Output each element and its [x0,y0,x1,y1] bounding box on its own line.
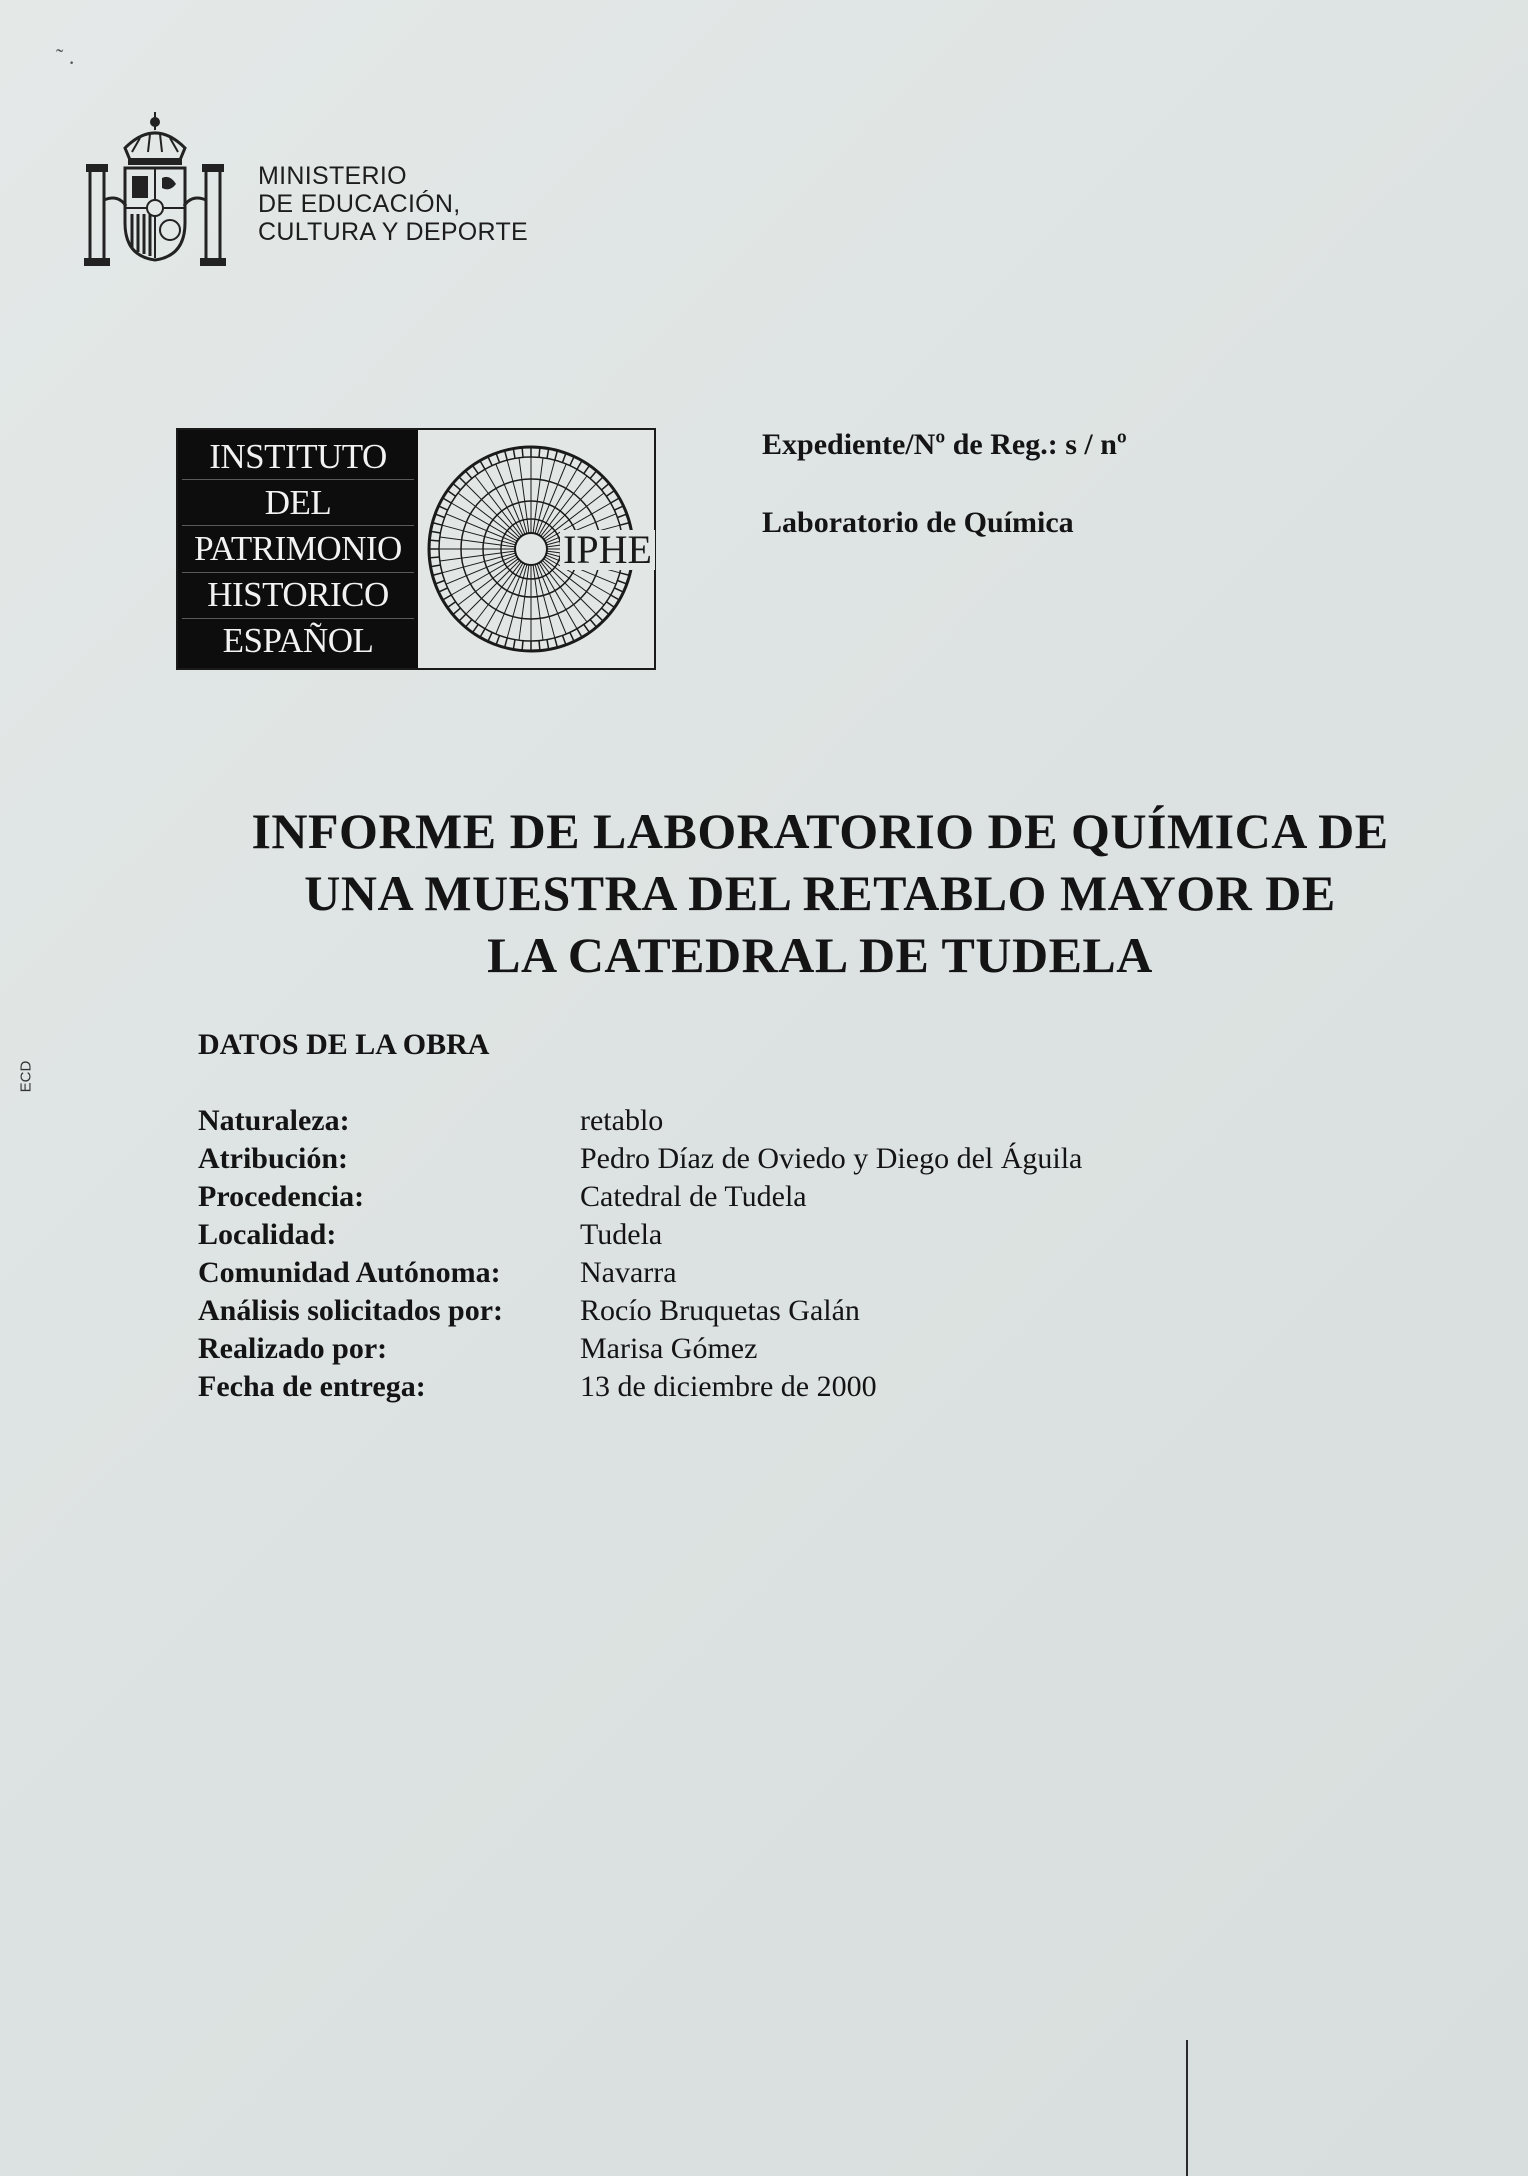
rosette-rim-tick [439,506,448,510]
institute-name-line: DEL [182,480,414,526]
rosette-rim-tick [431,565,441,567]
field-value: Catedral de Tudela [580,1180,807,1213]
field-row [198,1292,1082,1330]
institute-name-block [178,430,418,668]
rosette-rim-tick [453,483,461,490]
rosette-rim-tick [433,523,443,526]
rosette-rim-tick [584,624,590,632]
rosette-rim-tick [577,461,582,470]
rosette-rim-tick [496,636,499,645]
rosette-rim-tick [547,640,549,650]
field-row [198,1178,1082,1216]
rosette-rim-tick [513,449,515,459]
title-line: UNA MUESTRA DEL RETABLO MAYOR DE [304,865,1336,921]
rosette-rim-tick [606,491,614,497]
rosette-rim-tick [563,636,566,645]
laboratory-name: Laboratorio de Química [762,506,1074,539]
rosette-rim-tick [429,557,439,558]
rosette-rim-tick [522,641,523,651]
rosette-rim-tick [433,573,443,576]
expediente-number: Expediente/Nº de Reg.: s / nº [762,428,1127,461]
institute-name-line: PATRIMONIO [182,526,414,572]
rosette-rim-tick [429,540,439,541]
work-data-list [198,1102,1082,1406]
field-row [198,1140,1082,1178]
rosette-rim-tick [505,451,508,461]
rosette-rim-tick [435,514,444,517]
field-label: Análisis solicitados por: [198,1294,504,1327]
rosette-rim-tick [539,447,540,457]
field-row [198,1102,1082,1140]
rosette-rim-tick [539,641,540,651]
rosette-spoke [537,564,566,634]
institute-name-line: ESPAÑOL [222,621,374,661]
rosette-spoke [466,484,520,538]
field-row [198,1368,1082,1406]
rosette-rim-tick [488,457,492,466]
rosette-rim-tick [620,523,630,526]
rosette-rim-tick [480,461,485,470]
rosette-rim-tick [620,573,630,576]
rosette-rim-tick [596,614,603,621]
field-value: retablo [580,1104,664,1137]
rosette-spoke [446,514,516,543]
rosette-rim-tick [614,506,623,510]
rosette-spoke [466,560,520,614]
rosette-rim-tick [584,465,590,473]
field-value: Marisa Gómez [580,1332,758,1365]
rosette-rim-tick [473,624,479,632]
iphe-abbreviation: IPHE [560,530,655,570]
rosette-rim-tick [602,483,610,490]
rosette-rim-tick [614,588,623,592]
rosette-rim-tick [611,498,620,503]
margin-line [1186,2040,1188,2176]
rosette-rim-tick [431,531,441,533]
rosette-rim-tick [465,620,472,628]
field-label: Atribución: [198,1142,348,1175]
rosette-rim-tick [459,477,466,484]
rosette-rim-tick [590,471,597,479]
field-label: Realizado por: [198,1332,388,1365]
field-value: Pedro Díaz de Oviedo y Diego del Águila [580,1142,1083,1175]
rosette-rim-tick [473,465,479,473]
field-row [198,1216,1082,1254]
ministry-name [258,162,528,246]
rosette-rim-tick [570,457,574,466]
rosette-rim-tick [480,629,485,638]
field-value: Rocío Bruquetas Galán [580,1294,860,1327]
rosette-rim-tick [555,451,558,461]
field-value: 13 de diciembre de 2000 [580,1370,877,1403]
rosette-rim-tick [606,602,614,608]
rosette-rim-tick [602,608,610,615]
rosette-rim-tick [435,581,444,584]
report-title [200,800,1440,986]
field-label: Fecha de entrega: [198,1370,426,1403]
rosette-rim-tick [618,581,627,584]
rosette-rim-tick [439,588,448,592]
coat-of-arms-icon [80,108,230,268]
rosette-rim-tick [465,471,472,479]
rosette-rim-tick [443,595,452,600]
field-row [198,1254,1082,1292]
side-mark: ECD [17,1060,35,1093]
rosette-spoke [446,555,516,584]
rosette-rim-tick [447,602,455,608]
rosette-spoke [537,464,566,534]
field-value: Navarra [580,1256,677,1289]
rosette-rim-tick [453,608,461,615]
rosette-rim-tick [522,447,523,457]
institute-name-line: INSTITUTO [182,434,414,480]
section-heading: DATOS DE LA OBRA [198,1028,490,1061]
field-label: Naturaleza: [198,1104,350,1137]
rosette-rim-tick [596,477,603,484]
rosette-rim-tick [618,514,627,517]
scan-mark: ˜ . [56,44,75,69]
rosette-rim-tick [459,614,466,621]
field-label: Comunidad Autónoma: [198,1256,501,1289]
rosette-rim-tick [577,629,582,638]
field-value: Tudela [580,1218,663,1251]
rosette-rim-tick [443,498,452,503]
rosette-rim-tick [590,620,597,628]
field-label: Procedencia: [198,1180,365,1213]
ministry-line: MINISTERIO [258,162,407,190]
rosette-rim-tick [555,638,558,648]
ministry-header [80,108,528,268]
field-row [198,1330,1082,1368]
rosette-spoke [496,464,525,534]
rosette-rim-tick [447,491,455,497]
rosette-rim-tick [611,595,620,600]
ministry-line: CULTURA Y DEPORTE [258,218,528,246]
rosette-rim-tick [547,449,549,459]
rosette-rim-tick [570,632,574,641]
institute-name-line: HISTORICO [182,573,414,619]
rosette-rim-tick [505,638,508,648]
ministry-line: DE EDUCACIÓN, [258,190,461,218]
rosette-spoke [496,564,525,634]
rosette-rim-tick [513,640,515,650]
rosette-rim-tick [496,453,499,462]
field-label: Localidad: [198,1218,337,1251]
rosette-emblem [418,430,654,668]
title-line: LA CATEDRAL DE TUDELA [487,927,1153,983]
iphe-logo [176,428,656,670]
rosette-rim-tick [563,453,566,462]
rosette-rim-tick [488,632,492,641]
title-line: INFORME DE LABORATORIO DE QUÍMICA DE [251,803,1389,859]
